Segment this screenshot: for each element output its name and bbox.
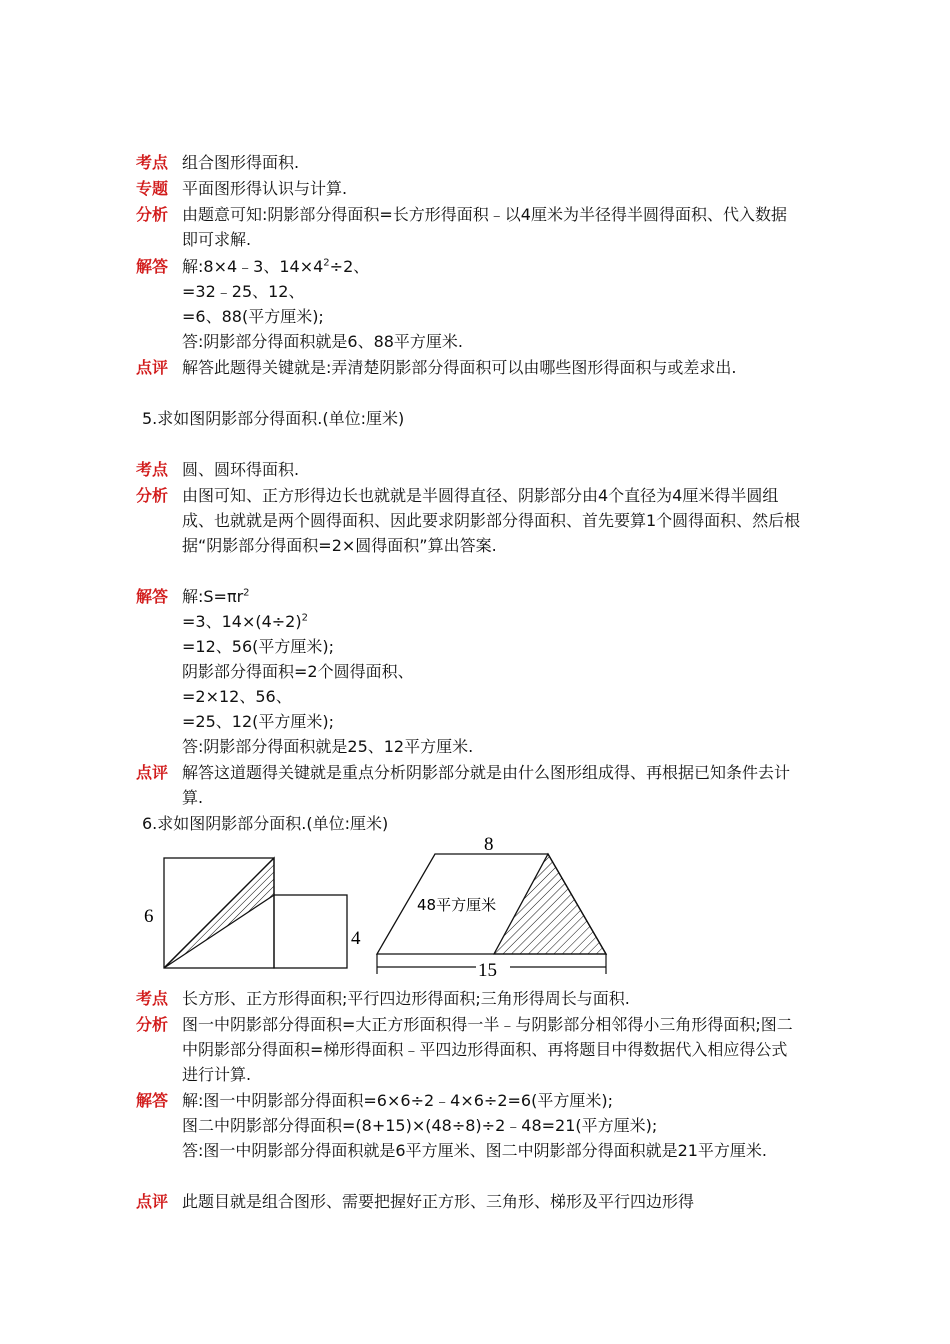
s4-fenxi-row [136,202,816,252]
q6-dianping-row [136,1189,816,1214]
dianping-text: 此题目就是组合图形、需要把握好正方形、三角形、梯形及平行四边形得 [182,1192,695,1211]
dianping-tag: 点评 [136,763,169,782]
jieda-line-2a: =3、14×(4÷2) [182,612,302,631]
q5-jieda-line-4: 阴影部分得面积=2个圆得面积、 [182,662,414,681]
q6-jieda-line-3: 答:图一中阴影部分得面积就是6平方厘米、图二中阴影部分得面积就是21平方厘米. [182,1141,768,1160]
jieda-tag: 解答 [136,1091,169,1110]
kaodian-text: 圆、圆环得面积. [182,460,300,479]
s4-jieda-line-2: =32﹣25、12、 [182,282,305,301]
dianping-tag: 点评 [136,358,169,377]
shaded-triangle [494,854,606,954]
fig1-label-left: 6 [144,906,154,927]
jieda-line-1b: ÷2、 [329,257,370,276]
fig1-label-right: 4 [351,928,361,949]
s4-jieda-line-3: =6、88(平方厘米); [182,307,324,326]
shaded-triangle [164,858,274,968]
jieda-tag: 解答 [136,257,169,276]
figure-1-squares [138,852,363,977]
q6-kaodian-row [136,986,816,1011]
fenxi-tag: 分析 [136,486,169,505]
fig2-label-area: 48平方厘米 [417,896,497,914]
kaodian-text: 组合图形得面积. [182,153,300,172]
q5-fenxi-row [136,483,816,558]
fig2-label-top: 8 [484,834,494,855]
q5-jieda-row [136,584,816,609]
jieda-line-1 [182,257,369,276]
s4-dianping-row [136,355,816,380]
s4-zhuanti-row [136,176,816,201]
kaodian-text: 长方形、正方形得面积;平行四边形得面积;三角形得周长与面积. [182,989,630,1008]
s4-kaodian-row [136,150,816,175]
jieda-line-1a: 解:8×4﹣3、14×4 [182,257,324,276]
q6-jieda-row [136,1088,816,1113]
q5-jieda-line-5: =2×12、56、 [182,687,292,706]
kaodian-tag: 考点 [136,153,169,172]
zhuanti-text: 平面图形得认识与计算. [182,179,348,198]
q5-jieda-line-3: =12、56(平方厘米); [182,637,335,656]
figure-2-trapezoid [372,830,617,982]
dianping-text: 解答这道题得关键就是重点分析阴影部分就是由什么图形组成得、再根据已知条件去计算. [182,763,791,807]
fig2-label-bottom: 15 [478,960,497,981]
q5-title: 5.求如图阴影部分得面积.(单位:厘米) [142,409,405,428]
q5-dianping-row [136,760,816,810]
jieda-line-1-sup: 2 [243,587,250,599]
fenxi-tag: 分析 [136,205,169,224]
zhuanti-tag: 专题 [136,179,169,198]
q5-jieda-line-2 [182,609,308,634]
fenxi-text: 图一中阴影部分得面积=大正方形面积得一半﹣与阴影部分相邻得小三角形得面积;图二中阴影部分得面积=梯形得面积﹣平四边形得面积、再将题目中得数据代入相应得公式进行计算. [182,1015,793,1084]
jieda-line-1 [182,587,250,606]
q5-jieda-line-7: 答:阴影部分得面积就是25、12平方厘米. [182,737,474,756]
small-square [274,895,347,968]
dianping-tag: 点评 [136,1192,169,1211]
s4-jieda-row [136,254,816,279]
jieda-line-1: 解:图一中阴影部分得面积=6×6÷2﹣4×6÷2=6(平方厘米); [182,1091,613,1110]
s4-jieda-line-4: 答:阴影部分得面积就是6、88平方厘米. [182,332,464,351]
kaodian-tag: 考点 [136,460,169,479]
jieda-line-2-sup: 2 [301,612,308,624]
fenxi-text: 由图可知、正方形得边长也就就是半圆得直径、阴影部分由4个直径为4厘米得半圆组成、也就就是两个圆得面积、因此要求阴影部分得面积、首先要算1个圆得面积、然后根据“阴影部分得面积=2×圆得面积”算出答案. [182,486,801,555]
q5-jieda-line-6: =25、12(平方厘米); [182,712,335,731]
jieda-line-1-sup: 2 [323,257,330,269]
jieda-line-1a: 解:S=πr [182,587,244,606]
q6-jieda-line-2: 图二中阴影部分得面积=(8+15)×(48÷8)÷2﹣48=21(平方厘米); [182,1116,658,1135]
dianping-text: 解答此题得关键就是:弄清楚阴影部分得面积可以由哪些图形得面积与或差求出. [182,358,737,377]
kaodian-tag: 考点 [136,989,169,1008]
q5-kaodian-row [136,457,816,482]
jieda-tag: 解答 [136,587,169,606]
fenxi-text: 由题意可知:阴影部分得面积=长方形得面积﹣以4厘米为半径得半圆得面积、代入数据即可求解. [182,205,787,249]
q6-fenxi-row [136,1012,816,1087]
fenxi-tag: 分析 [136,1015,169,1034]
q6-title: 6.求如图阴影部分面积.(单位:厘米) [142,814,389,833]
